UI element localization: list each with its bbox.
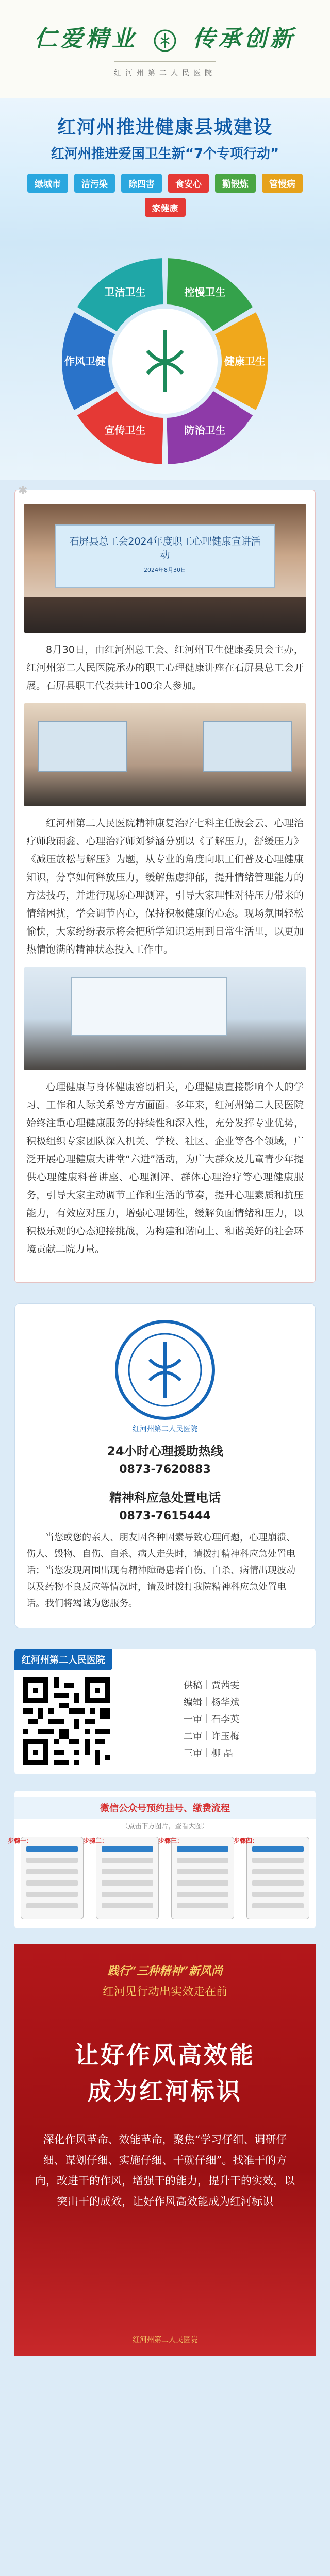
screen-line bbox=[252, 1880, 304, 1886]
screen-line bbox=[252, 1858, 304, 1863]
qr-code-icon[interactable] bbox=[23, 1677, 110, 1765]
screen-line bbox=[177, 1892, 228, 1897]
event-photo-1 bbox=[24, 504, 306, 633]
wheel-label-2: 防治卫生 bbox=[184, 424, 226, 437]
campaign-banner bbox=[0, 98, 330, 243]
screen-line bbox=[252, 1846, 304, 1852]
screen-center bbox=[71, 977, 227, 1036]
tag-5: 管慢病 bbox=[262, 174, 303, 193]
wheel-graphic bbox=[0, 243, 330, 480]
screen-line bbox=[26, 1880, 78, 1886]
wheel-label-4: 作风卫健 bbox=[64, 355, 106, 367]
event-photo-3 bbox=[24, 967, 306, 1070]
step-screen-0[interactable] bbox=[8, 1837, 84, 1919]
credit-1: 编辑｜杨华斌 bbox=[184, 1694, 302, 1711]
screen-line bbox=[102, 1880, 153, 1886]
photo-caption: 石屏县总工会2024年度职工心理健康宣讲活动 bbox=[69, 536, 261, 561]
hospital-emblem-icon bbox=[154, 29, 176, 52]
poster-line-1: 践行“三种精神”新风尚 bbox=[107, 1964, 223, 1978]
screen-line bbox=[102, 1903, 153, 1908]
tag-2: 除四害 bbox=[121, 174, 162, 193]
article-card bbox=[14, 484, 316, 1283]
campaign-poster bbox=[14, 1944, 316, 2356]
slogan-left: 仁爱精业 bbox=[34, 26, 138, 52]
emergency-number[interactable]: 0873-7615444 bbox=[119, 1510, 211, 1522]
hotline-card bbox=[14, 1303, 316, 1628]
banner-tags bbox=[21, 174, 309, 217]
slogan-header bbox=[0, 0, 330, 98]
screen-line bbox=[177, 1903, 228, 1908]
screen-line bbox=[177, 1858, 228, 1863]
credits-list bbox=[184, 1677, 302, 1765]
hotline-heading: 24小时心理援助热线 bbox=[107, 1444, 223, 1459]
credit-4: 三审｜柳 晶 bbox=[184, 1745, 302, 1762]
screen-line bbox=[177, 1880, 228, 1886]
screen-line bbox=[177, 1869, 228, 1874]
org-name: 红河州第二人民医院 bbox=[114, 61, 216, 78]
hotline-description: 当您或您的亲人、朋友因各种因素导致心理问题，心理崩溃、伤人、毁物、自伤、自杀、病人走失时，请拨打精神科应急处置电话；当您发现周围出现有精神障碍患者自伤、自杀、病情出现波动以及药物不良反应等情况时，请及时拨打我院精神科应急处置电话。我们将竭诚为您服务。 bbox=[26, 1532, 295, 1609]
wheel-label-5: 卫洁卫生 bbox=[104, 285, 146, 298]
screen-line bbox=[26, 1858, 78, 1863]
paragraph-3: 心理健康与身体健康密切相关，心理健康直接影响个人的学习、工作和人际关系等方方面面。多年来，红河州第二人民医院始终注重心理健康服务的持续性和深入性，充分发挥专业优势，积极组织专家团队深入机关、学校、社区、企业等各个领域，广泛开展心理健康大讲堂“六进”活动，为广大群众及儿童青少年提供心理健康科普讲座、心理测评、群体心理治疗等心理健康服务，引导大家主动调节工作和生活的节奏，提升心理素质和抗压能力，有效应对压力，增强心理韧性，缓解负面情绪和压力，以积极乐观的心态迎接挑战，为构建和谐向上、和谐美好的社会环境贡献二院力量。 bbox=[26, 1081, 304, 1255]
info-title: 红河州第二人民医院 bbox=[14, 1649, 112, 1670]
steps-subtitle: （点击下方图片，查看大图） bbox=[121, 1823, 209, 1831]
screen-line bbox=[26, 1869, 78, 1874]
credit-3: 二审｜许玉梅 bbox=[184, 1728, 302, 1745]
steps-title: 微信公众号预约挂号、缴费流程 bbox=[14, 1797, 316, 1819]
banner-subtitle: 红河州推进爱国卫生新“7个专项行动” bbox=[51, 146, 279, 162]
poster-headline-2: 成为红河标识 bbox=[88, 2077, 242, 2105]
step-screen-2[interactable] bbox=[158, 1837, 234, 1919]
paragraph-2: 红河州第二人民医院精神康复治疗七科主任殷会云、心理治疗师段雨鑫、心理治疗师刘梦涵分别以《了解压力，舒缓压力》《减压放松与解压》为题，从专业的角度向职工们普及心理健康知识，分享如何释放压力，缓解焦虑抑郁，提升情绪管理能力的方法技巧，并进行现场心理测评，引导大家理性对待压力带来的情绪困扰，学会调节内心，保持积极健康的心态。现场氛围轻松愉快，大家纷纷表示将会把所学知识运用到日常生活里，以更加热情饱满的精神状态投入工作中。 bbox=[26, 818, 304, 955]
projector-screen bbox=[55, 524, 275, 588]
credit-2: 一审｜石李英 bbox=[184, 1711, 302, 1728]
banner-title: 红河州推进健康县城建设 bbox=[57, 117, 273, 138]
tag-4: 勤锻炼 bbox=[215, 174, 256, 193]
step-label-1: 步骤二： bbox=[83, 1837, 108, 1844]
tag-6: 家健康 bbox=[145, 198, 186, 217]
wheel-label-3: 宣传卫生 bbox=[104, 424, 146, 437]
screen-line bbox=[177, 1846, 228, 1852]
info-block bbox=[14, 1649, 316, 1774]
appointment-steps bbox=[8, 1791, 316, 1928]
paragraph-1: 8月30日，由红河州总工会、红河州卫生健康委员会主办，红河州第二人民医院承办的职工心理健康讲座在石屏县总工会开展。石屏县职工代表共计100余人参加。 bbox=[26, 644, 304, 691]
screen-line bbox=[26, 1892, 78, 1897]
step-screen-3[interactable] bbox=[234, 1837, 309, 1919]
decor-dots: ✱ bbox=[18, 484, 28, 497]
tag-0: 绿城市 bbox=[27, 174, 68, 193]
screen-line bbox=[252, 1892, 304, 1897]
slogan-right: 传承创新 bbox=[192, 26, 296, 52]
step-screen-1[interactable] bbox=[83, 1837, 159, 1919]
poster-line-2: 红河见行动出实效走在前 bbox=[102, 1986, 227, 1998]
audience-silhouette bbox=[24, 597, 306, 633]
screen-line bbox=[252, 1903, 304, 1908]
screen-left bbox=[38, 721, 127, 772]
event-photo-2 bbox=[24, 703, 306, 806]
wheel-label-0: 控慢卫生 bbox=[184, 285, 226, 298]
poster-footer: 红河州第二人民医院 bbox=[133, 2336, 197, 2344]
tag-1: 洁污染 bbox=[74, 174, 115, 193]
hospital-logo-icon bbox=[113, 1318, 217, 1421]
screen-line bbox=[26, 1903, 78, 1908]
step-label-2: 步骤三： bbox=[158, 1837, 184, 1844]
hotline-number[interactable]: 0873-7620883 bbox=[119, 1463, 211, 1476]
credit-0: 供稿｜贾茜雯 bbox=[184, 1677, 302, 1694]
screen-line bbox=[102, 1892, 153, 1897]
screen-line bbox=[26, 1846, 78, 1852]
step-label-3: 步骤四： bbox=[234, 1837, 259, 1844]
screen-line bbox=[102, 1846, 153, 1852]
logo-caption: 红河州第二人民医院 bbox=[133, 1425, 197, 1433]
wheel-label-1: 健康卫生 bbox=[224, 355, 266, 367]
steps-screens[interactable] bbox=[8, 1837, 316, 1919]
photo-date: 2024年8月30日 bbox=[144, 567, 186, 573]
screen-line bbox=[102, 1858, 153, 1863]
screen-line bbox=[102, 1869, 153, 1874]
screen-line bbox=[252, 1869, 304, 1874]
emergency-heading: 精神科应急处置电话 bbox=[109, 1490, 221, 1505]
poster-body: 深化作风革命、效能革命，聚焦“学习仔细、调研仔细、谋划仔细、实施仔细、干就仔细”。找准干的方向，改进干的作风，增强干的能力，提升干的实效，以突出干的成效，让好作风高效能成为红河标识 bbox=[35, 2133, 295, 2208]
step-label-0: 步骤一： bbox=[8, 1837, 33, 1844]
slogan-text bbox=[35, 20, 296, 53]
poster-headline-1: 让好作风高效能 bbox=[75, 2041, 255, 2069]
campaign-wheel bbox=[0, 243, 330, 480]
screen-right bbox=[203, 721, 292, 772]
tag-3: 食安心 bbox=[168, 174, 209, 193]
